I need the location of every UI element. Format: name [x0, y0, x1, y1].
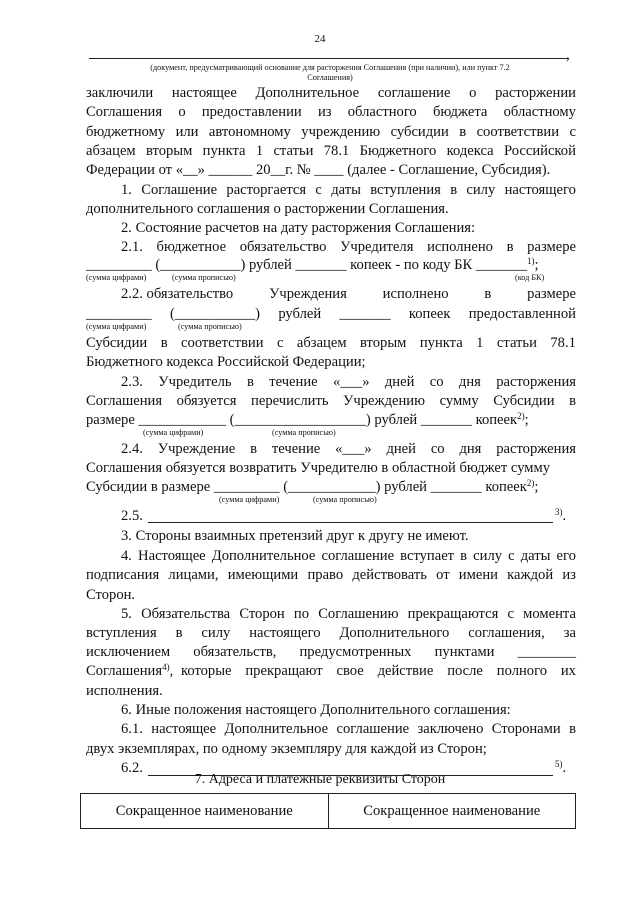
word: с	[508, 548, 515, 564]
word: Соглашения	[86, 393, 163, 409]
word: 2.1.	[121, 239, 143, 255]
word: копеек	[408, 306, 451, 322]
item-2-2-line-2	[86, 306, 576, 323]
intro-line-5: Федерации от «__» ______ 20__г. № ____ (далее - Соглашение, Субсидия).	[86, 162, 551, 178]
word: о	[469, 85, 477, 101]
item-5-line-2	[86, 625, 576, 642]
word: вторым	[360, 335, 407, 351]
word: настоящее	[151, 721, 217, 737]
word: Сторонами	[491, 721, 561, 737]
word: ________	[517, 644, 576, 660]
word: расторгается	[226, 182, 307, 198]
word: право	[307, 567, 344, 583]
word: статьи	[273, 143, 314, 159]
word: даты	[520, 548, 551, 564]
word: вступления	[370, 182, 441, 198]
item-4-line-2	[86, 567, 576, 584]
word: обязательств,	[193, 644, 277, 660]
word: расторжения	[496, 441, 576, 457]
word: даты	[331, 182, 361, 198]
word: по	[293, 606, 310, 622]
word: Учреждение	[157, 441, 236, 457]
word: Соглашения	[86, 104, 163, 120]
item-2-5-blank-line	[148, 522, 553, 523]
word: заключено	[417, 721, 484, 737]
word: в	[460, 548, 468, 564]
word: дней	[386, 441, 416, 457]
word: настоящего	[504, 182, 576, 198]
word: 5.	[121, 606, 132, 622]
word: вторым	[145, 143, 193, 159]
item-2-3-line-1	[121, 374, 576, 391]
word: из	[562, 567, 576, 583]
word: Учредитель	[158, 374, 232, 390]
item-2-4-line-3: Субсидии в размере _________ (____________) рублей _______ копеек$^{2)}$;	[86, 478, 539, 495]
word: Сторон	[239, 606, 285, 622]
word: каждой	[507, 567, 554, 583]
word: действие	[377, 663, 434, 679]
item-2-1-line-2: _________ (___________) рублей _______ копеек - по коду БК _______$^{1)}$;	[86, 256, 539, 273]
word: расторжении	[495, 85, 576, 101]
word: исполнено	[382, 286, 449, 302]
word: соглашение	[336, 721, 410, 737]
word: обязуется	[176, 393, 237, 409]
requisites-table	[80, 793, 576, 829]
word: размере	[527, 239, 576, 255]
table-header-cell-left: Сокращенное наименование	[115, 802, 293, 819]
word: бюджетному	[86, 124, 166, 140]
word: действовать	[352, 567, 427, 583]
word: рублей	[278, 306, 322, 322]
item-3: 3. Стороны взаимных претензий друг к другу не имеют.	[121, 528, 469, 544]
word: в	[250, 441, 258, 457]
word: 2.4.	[121, 441, 143, 457]
word: абзацем	[296, 335, 347, 351]
word: 1	[255, 143, 264, 159]
hint-bk-code: (код БК)	[515, 273, 545, 282]
item-2-3-line-2	[86, 393, 576, 410]
word: в	[569, 393, 576, 409]
word: настоящего	[249, 625, 321, 641]
word: вступает	[400, 548, 455, 564]
word: Субсидии	[493, 393, 555, 409]
word: в	[450, 182, 458, 198]
item-2-1-line-1	[121, 239, 576, 256]
word: (___________)	[170, 306, 260, 322]
intro-line-2	[86, 104, 576, 121]
word: предоставленной	[468, 306, 576, 322]
word: их	[560, 663, 576, 679]
hint-sum-digits: (сумма цифрами)	[219, 495, 280, 504]
word: 1.	[121, 182, 132, 198]
word: исключением	[86, 644, 171, 660]
item-2-5-footnote: $^{3)}$.	[555, 507, 567, 524]
word: соглашение	[377, 85, 451, 101]
word: прекращают	[245, 663, 323, 679]
item-2-2-line-4: Бюджетного кодекса Российской Федерации;	[86, 354, 366, 370]
word: силу	[473, 548, 503, 564]
word: статьи	[496, 335, 537, 351]
word: которые	[181, 663, 232, 679]
word: исполнено	[427, 239, 493, 255]
word: бюджетное	[156, 239, 227, 255]
word: за	[563, 625, 576, 641]
basis-document-comma: ,	[566, 47, 570, 63]
word: силу	[201, 625, 231, 641]
item-1-line-2: дополнительного соглашения о расторжении Соглашения.	[86, 201, 449, 217]
word: пункта	[419, 335, 463, 351]
word: момента	[523, 606, 576, 622]
word: имеющими	[227, 567, 299, 583]
item-2-heading: 2. Состояние расчетов на дату расторжения Соглашения:	[121, 220, 476, 236]
item-1-line-1	[121, 182, 576, 199]
word: 78.1	[550, 335, 576, 351]
item-4-line-1	[121, 548, 576, 565]
word: течение	[269, 374, 318, 390]
word: из	[317, 104, 332, 120]
word: лицами,	[168, 567, 219, 583]
intro-line-3	[86, 124, 576, 141]
word: бюджета	[432, 104, 488, 120]
item-5-line-3	[86, 644, 576, 661]
word: дней	[384, 374, 415, 390]
hint-basis-document: (документ, предусматривающий основание для расторжения Соглашения (при наличии), или пункт 7.2	[150, 63, 510, 72]
item-5-line-1	[121, 606, 576, 623]
word: или	[175, 124, 199, 140]
hint-sum-words: (сумма прописью)	[178, 322, 242, 331]
section-7-title: 7. Адреса и платежные реквизиты Сторон	[194, 772, 446, 787]
word: пунктами	[434, 644, 495, 660]
word: в	[569, 721, 576, 737]
word: со	[430, 441, 445, 457]
word: соглашения,	[468, 625, 545, 641]
word: с	[507, 606, 514, 622]
hint-sum-digits: (сумма цифрами)	[143, 428, 204, 437]
word: кодекса	[446, 143, 494, 159]
hint-sum-words: (сумма прописью)	[272, 428, 336, 437]
word: прекращаются	[407, 606, 499, 622]
word: расторжения	[496, 374, 576, 390]
word: дня	[458, 374, 481, 390]
word: Дополнительное	[224, 721, 329, 737]
word: настоящее	[171, 85, 237, 101]
word: с	[276, 335, 284, 351]
hint-sum-words: (сумма прописью)	[313, 495, 377, 504]
word: 4.	[121, 548, 132, 564]
item-2-4-line-2: Соглашения обязуется возвратить Учредителю в областной бюджет сумму	[86, 460, 551, 476]
word: Бюджетного	[359, 143, 437, 159]
word: силу	[466, 182, 496, 198]
word: в	[160, 335, 168, 351]
item-5-line-4-start: Соглашения$^{4)}$,	[86, 662, 174, 679]
word: областного	[347, 104, 417, 120]
item-6-2-footnote: $^{5)}$.	[555, 759, 567, 776]
item-5-line-5: исполнения.	[86, 683, 163, 699]
word: субсидии	[390, 124, 449, 140]
word: Учредителя	[340, 239, 414, 255]
word: 1	[476, 335, 484, 351]
word: соответствии	[181, 335, 264, 351]
word: после	[447, 663, 483, 679]
word: Настоящее	[138, 548, 206, 564]
word: предоставлении	[201, 104, 302, 120]
word: дня	[459, 441, 482, 457]
page-number: 24	[314, 33, 326, 45]
word: подписания	[86, 567, 160, 583]
word: в	[246, 374, 254, 390]
intro-line-4	[86, 143, 576, 160]
word: абзацем	[86, 143, 136, 159]
word: Обязательства	[141, 606, 231, 622]
word: заключили	[86, 85, 154, 101]
item-6-1-line-2: двух экземплярах, по одному экземпляру для каждой из Сторон;	[86, 741, 487, 757]
word: 78.1	[323, 143, 350, 159]
word: 6.1.	[121, 721, 143, 737]
word: сумму	[439, 393, 479, 409]
word: течение	[271, 441, 321, 457]
item-6-2-label: 6.2.	[121, 760, 143, 776]
intro-line-1	[86, 85, 576, 102]
hint-sum-words: (сумма прописью)	[172, 273, 236, 282]
word: в	[506, 239, 514, 255]
word: Российской	[503, 143, 576, 159]
word: о	[178, 104, 186, 120]
word: Субсидии	[86, 335, 148, 351]
word: соглашение	[321, 548, 395, 564]
basis-document-line	[89, 58, 569, 59]
item-2-2-line-1	[121, 286, 576, 303]
item-5-line-4-rest	[181, 663, 576, 680]
hint-basis-document-cont: Соглашения)	[307, 73, 353, 82]
word: областному	[503, 104, 576, 120]
item-2-4-line-1	[121, 441, 576, 458]
word: вступления	[86, 625, 157, 641]
word: Учреждению	[343, 393, 426, 409]
word: имени	[458, 567, 498, 583]
word: _________	[86, 306, 152, 322]
word: обязательство	[239, 239, 327, 255]
word: предусмотренных	[299, 644, 412, 660]
word: в	[484, 286, 492, 302]
hint-sum-digits: (сумма цифрами)	[86, 322, 147, 331]
word: полного	[496, 663, 548, 679]
word: Учреждения	[269, 286, 347, 302]
word: «___»	[333, 374, 370, 390]
word: свое	[336, 663, 364, 679]
word: в	[175, 625, 183, 641]
word: пункта	[202, 143, 246, 159]
word: размере	[527, 286, 576, 302]
word: Соглашению	[318, 606, 399, 622]
word: «___»	[335, 441, 372, 457]
word: Дополнительное	[211, 548, 316, 564]
word: его	[556, 548, 576, 564]
table-header-cell-right: Сокращенное наименование	[328, 794, 576, 828]
word: 2.2. обязательство	[121, 286, 234, 302]
item-6-1-line-1	[121, 721, 576, 738]
word: со	[429, 374, 444, 390]
word: перечислить	[251, 393, 329, 409]
word: с	[569, 124, 576, 140]
word: Соглашение	[141, 182, 218, 198]
word: с	[315, 182, 322, 198]
word: Дополнительного	[339, 625, 450, 641]
word: автономному	[208, 124, 291, 140]
word: соответствии	[476, 124, 560, 140]
hint-sum-digits: (сумма цифрами)	[86, 273, 147, 282]
word: в	[459, 124, 467, 140]
word: 2.3.	[121, 374, 143, 390]
word: учреждению	[301, 124, 381, 140]
item-2-3-line-3: размере ____________ (__________________) рублей _______ копеек$^{2)}$;	[86, 411, 529, 428]
item-6-heading: 6. Иные положения настоящего Дополнительного соглашения:	[121, 702, 511, 718]
word: от	[436, 567, 450, 583]
word: _______	[339, 306, 391, 322]
item-4-line-3: Сторон.	[86, 587, 136, 603]
item-2-5-label: 2.5.	[121, 508, 143, 524]
word: Дополнительное	[255, 85, 360, 101]
item-2-2-line-3	[86, 335, 576, 352]
